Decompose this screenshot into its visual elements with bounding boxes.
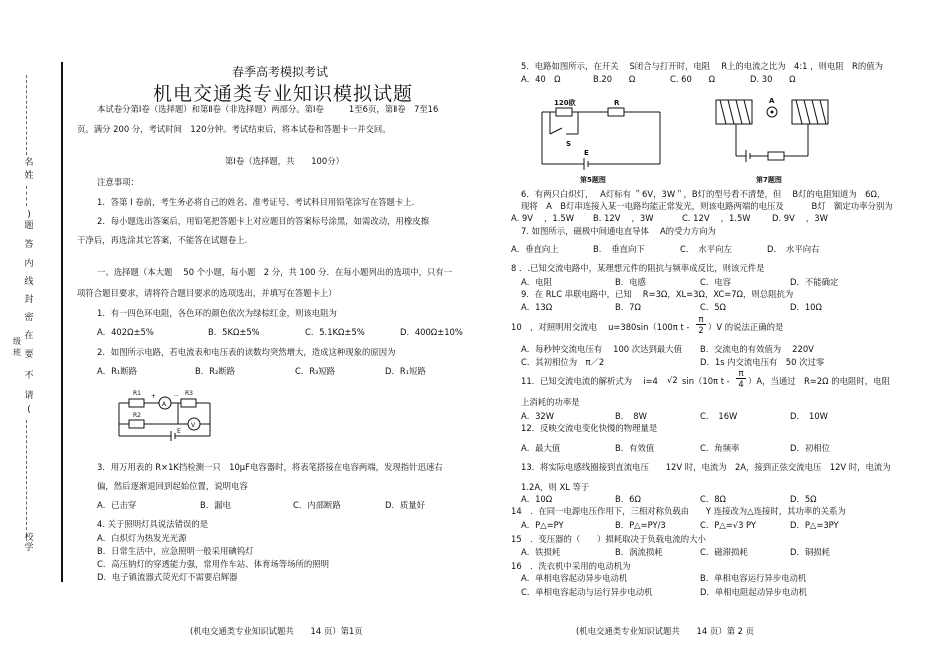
q3-option-d: D．质量好 xyxy=(385,500,425,510)
question-3b: 偏，然后逐渐退回到起始位置，说明电容 xyxy=(97,481,248,491)
section-1a: 一、选择题（本大题 50 个小题，每小题 2 分，共 100 分．在每小题列出的选项中，只有一 xyxy=(97,267,453,277)
q5-option-c: C. 60 Ω xyxy=(670,74,715,84)
fig2-minus: － xyxy=(173,393,180,400)
q7-option-b: B． 垂直向下 xyxy=(593,244,645,254)
fig2-r2: R2 xyxy=(133,412,141,419)
question-2: 2．如图所示电路，若电流表和电压表的读数均突然增大，造成这种现象的原因为 xyxy=(97,347,396,357)
q8-option-c: C．电容 xyxy=(700,277,731,287)
question-11-pre: 11．已知交流电流的解析式为 i=4 xyxy=(521,376,658,386)
q7-option-d: D． 水平向右 xyxy=(767,244,820,254)
q16-option-d: D．单相电阻起动异步电动机 xyxy=(700,587,807,597)
q12-option-d: D．初相位 xyxy=(790,443,830,453)
question-1: 1．有一四色环电阻，各色环的颜色依次为绿棕红金，则该电阻为 xyxy=(97,308,337,318)
warn-char: 不 xyxy=(24,371,34,381)
q6-option-a: A. 9V ，1.5W xyxy=(511,213,574,223)
q10-option-b: B．交流电的有效值为 220V xyxy=(700,344,814,354)
fig2-r1: R1 xyxy=(133,390,141,397)
notice-2b: 干净后，再选涂其它答案，不能答在试题卷上. xyxy=(77,235,248,245)
school-label: 校学 xyxy=(24,533,34,553)
q2-option-a: A．R₁断路 xyxy=(97,366,138,376)
fig7-a: A xyxy=(769,97,775,105)
q16-option-b: B．单相电容运行异步电动机 xyxy=(700,573,807,583)
q11-option-c: C． 16W xyxy=(700,411,738,421)
warn-char: 在 xyxy=(24,331,34,341)
name-label-2: 姓 xyxy=(24,171,34,181)
q3-option-a: A．已击穿 xyxy=(97,500,137,510)
q3-option-b: B．漏电 xyxy=(200,500,231,510)
q8-option-a: A．电阻 xyxy=(521,277,552,287)
q4-option-a: A．白炽灯为热发光光源 xyxy=(97,533,187,543)
warn-char: 封 xyxy=(24,295,34,305)
question-16: 16 ．洗衣机中采用的电动机为 xyxy=(511,561,631,571)
question-11-mid: sin（10π t - xyxy=(682,376,730,386)
question-13a: 13．将实际电感线圈接到直流电压 12V 时，电流为 2A，接到正弦交流电压 12V 时，电流为 xyxy=(521,462,891,472)
q3-option-c: C．内部断路 xyxy=(293,500,341,510)
part1-heading: 第Ⅰ卷（选择题，共 100分） xyxy=(225,156,344,166)
page-footer-right: (机电交通类专业知识试题共 14 页）第 2 页 xyxy=(576,626,754,636)
q1-option-b: B．5KΩ±5% xyxy=(208,327,260,337)
fig5-caption: 第5题图 xyxy=(580,176,606,184)
figure-q2-circuit xyxy=(113,381,218,444)
q9-option-c: C．5Ω xyxy=(700,302,726,312)
q13-option-b: B．6Ω xyxy=(615,494,641,504)
warn-char: 题 xyxy=(24,221,34,231)
question-13b: 1.2A，则 XL 等于 xyxy=(521,482,590,492)
warn-char: 请 xyxy=(24,391,34,401)
q10-two: 2 xyxy=(696,324,706,335)
fig5-e: E xyxy=(584,149,589,157)
q12-option-a: A．最大值 xyxy=(521,443,561,453)
name-label-1: 名 xyxy=(24,158,34,168)
q11-sqrt2: √2 xyxy=(667,375,678,385)
q12-option-b: B．有效值 xyxy=(615,443,655,453)
question-7: 7. 如图所示，磁极中间通电直导体 A的受力方向为 xyxy=(521,226,716,236)
fig2-voltmeter: V xyxy=(191,422,196,429)
intro-line-1: 本试卷分第Ⅰ卷（选择题）和第Ⅱ卷（非选择题）两部分。第Ⅰ卷 1至6页，第Ⅱ卷 7至16 xyxy=(97,104,439,114)
section-1b: 项符合题目要求，请将符合题目要求的选项选出，并填写在答题卡上） xyxy=(77,288,337,298)
q8-option-b: B．电感 xyxy=(615,277,646,287)
q1-option-a: A．402Ω±5% xyxy=(97,327,154,337)
q5-option-d: D. 30 Ω xyxy=(750,74,796,84)
q15-option-c: C．磁滞损耗 xyxy=(700,547,748,557)
q14-option-c: C．P△=√3 PY xyxy=(700,520,757,530)
q9-option-b: B．7Ω xyxy=(615,302,641,312)
warn-char: ) xyxy=(27,210,31,220)
figure-q5-circuit xyxy=(536,94,666,186)
q7-option-c: C． 水平向左 xyxy=(680,244,732,254)
fig5-r: R xyxy=(614,99,620,107)
question-10-pre: 10 ，对照明用交流电 u=380sin（100π t - xyxy=(511,322,690,332)
question-9: 9．在 RLC 串联电路中，已知 R=3Ω，XL=3Ω，XC=7Ω，则总阻抗为 xyxy=(521,289,794,299)
warn-char: 密 xyxy=(24,313,34,323)
q14-option-b: B．P△=PY/3 xyxy=(615,520,666,530)
margin-dash xyxy=(26,75,27,155)
q5-option-b: B.20 Ω xyxy=(593,74,636,84)
question-15: 15 ．变压器的（ ）损耗取决于负载电流的大小 xyxy=(511,534,706,544)
q10-pi: π xyxy=(698,314,704,324)
warn-char: 线 xyxy=(24,277,34,287)
q6-option-b: B. 12V ，3W xyxy=(593,213,654,223)
q4-option-c: C．高压钠灯的穿透能力强，常用作车站、体育场等场所的照明 xyxy=(97,559,329,569)
warn-char: 要 xyxy=(24,350,34,360)
q11-pi: π xyxy=(738,368,744,378)
q11-fraction xyxy=(736,368,746,389)
class-label: 级班 xyxy=(13,337,21,357)
q8-option-d: D．不能确定 xyxy=(790,277,839,287)
q5-option-a: A．40 Ω xyxy=(521,74,561,84)
q2-option-c: C．R₃短路 xyxy=(295,366,336,376)
q15-option-a: A．铁损耗 xyxy=(521,547,561,557)
q1-option-c: C．5.1KΩ±5% xyxy=(305,327,365,337)
q10-option-c: C．其初相位为 π／2 xyxy=(521,357,605,367)
warn-char: 答 xyxy=(24,240,34,250)
question-6b: 现将 A B灯串连接入某一电路均能正常发光，则该电路两端的电压及 B灯 额定功率分别为 xyxy=(521,201,893,211)
fig5-s: S xyxy=(566,140,572,148)
main-title: 机电交通类专业知识模拟试题 xyxy=(153,83,414,105)
page-footer-left: (机电交通类专业知识试题共 14 页）第1页 xyxy=(190,626,363,636)
question-11b: 上消耗的功率是 xyxy=(521,397,580,407)
q6-option-d: D. 9V ，3W xyxy=(772,213,828,223)
fig5-120ohm: 120欧 xyxy=(554,99,576,107)
q10-option-a: A．每秒钟交流电压有 100 次达到最大值 xyxy=(521,344,683,354)
q10-fraction xyxy=(696,314,706,335)
q6-option-c: C. 12V ，1.5W xyxy=(682,213,751,223)
question-3a: 3．用万用表的 R×1K挡检测一只 10μF电容器时，将表笔搭接在电容两端，发现指针迅速右 xyxy=(97,462,443,472)
q16-option-a: A．单相电容起动异步电动机 xyxy=(521,573,628,583)
margin-dash xyxy=(26,186,27,206)
exam-title: 春季高考模拟考试 xyxy=(232,65,329,79)
figure-q7-magnet xyxy=(712,94,832,186)
current-dot-icon xyxy=(771,111,774,114)
q2-option-b: B．R₂断路 xyxy=(195,366,236,376)
q15-option-b: B．涡流损耗 xyxy=(615,547,663,557)
q12-option-c: C．角频率 xyxy=(700,443,740,453)
notice-2a: 2．每小题选出答案后，用铅笔把答题卡上对应题目的答案标号涂黑，如需改动，用橡皮擦 xyxy=(97,216,429,226)
question-10-post: ）V 的说法正确的是 xyxy=(708,322,784,332)
margin-dash xyxy=(26,420,27,530)
question-6a: 6．有两只白炽灯， A灯标有 ＂6V，3W＂，B灯的型号看不清楚，但 B灯的电阻知道为 6Ω， xyxy=(521,189,886,199)
question-8: 8 ．.已知交流电路中，某理想元件的阻抗与频率成反比，则该元件是 xyxy=(511,263,765,273)
q10-option-d: D．1s 内交流电压有 50 次过零 xyxy=(700,357,825,367)
question-11-post: ）A，当通过 R=2Ω 的电阻时，电阻 xyxy=(748,376,890,386)
warn-char: 内 xyxy=(24,259,34,269)
q9-option-d: D．10Ω xyxy=(790,302,822,312)
fig2-plus: + xyxy=(151,393,157,400)
q15-option-d: D．铜损耗 xyxy=(790,547,830,557)
q9-option-a: A．13Ω xyxy=(521,302,553,312)
q13-option-d: D．5Ω xyxy=(790,494,817,504)
question-14: 14 ．在同一电源电压作用下，三相对称负载由 Y 连接改为△连接时，其功率的关系为 xyxy=(511,506,846,516)
fig7-caption: 第7题图 xyxy=(756,176,782,184)
q2-option-d: D．R₁短路 xyxy=(385,366,426,376)
q11-option-a: A．32W xyxy=(521,411,555,421)
fig2-ammeter: A xyxy=(162,401,167,408)
question-5: 5．电路如图所示，在开关 S闭合与打开时，电阻 R上的电流之比为 4:1 ，则电阻 R的值为 xyxy=(521,61,883,71)
fig2-r3: R3 xyxy=(185,390,193,397)
q13-option-c: C．8Ω xyxy=(700,494,726,504)
notice-1: 1．答第 Ⅰ 卷前，考生务必将自己的姓名、准考证号、考试科目用铅笔涂写在答题卡上. xyxy=(97,197,415,207)
q11-four: 4 xyxy=(736,378,746,389)
q14-option-d: D．P△=3PY xyxy=(790,520,839,530)
binding-rule xyxy=(61,62,63,582)
warn-char: ( xyxy=(27,405,31,415)
notice-title: 注意事项： xyxy=(97,177,139,187)
q14-option-a: A．P△=PY xyxy=(521,520,564,530)
fig2-source: E xyxy=(177,428,181,435)
q16-option-c: C．单相电容起动与运行异步电动机 xyxy=(521,587,653,597)
intro-line-2: 页。满分 200 分，考试时间 120分钟。考试结束后，将本试卷和答题卡一并交回。 xyxy=(77,124,391,134)
question-4: 4. 关于照明灯具说法错误的是 xyxy=(97,519,209,529)
q11-option-b: B． 8W xyxy=(615,411,647,421)
q7-option-a: A．垂直向上 xyxy=(511,244,559,254)
q13-option-a: A．10Ω xyxy=(521,494,553,504)
q1-option-d: D．400Ω±10% xyxy=(400,327,463,337)
q4-option-b: B．日常生活中，应急照明一般采用碘钨灯 xyxy=(97,546,254,556)
q11-option-d: D． 10W xyxy=(790,411,828,421)
q4-option-d: D．电子镇流器式荧光灯不需要启辉器 xyxy=(97,572,238,582)
question-12: 12．反映交流电变化快慢的物理量是 xyxy=(521,423,658,433)
